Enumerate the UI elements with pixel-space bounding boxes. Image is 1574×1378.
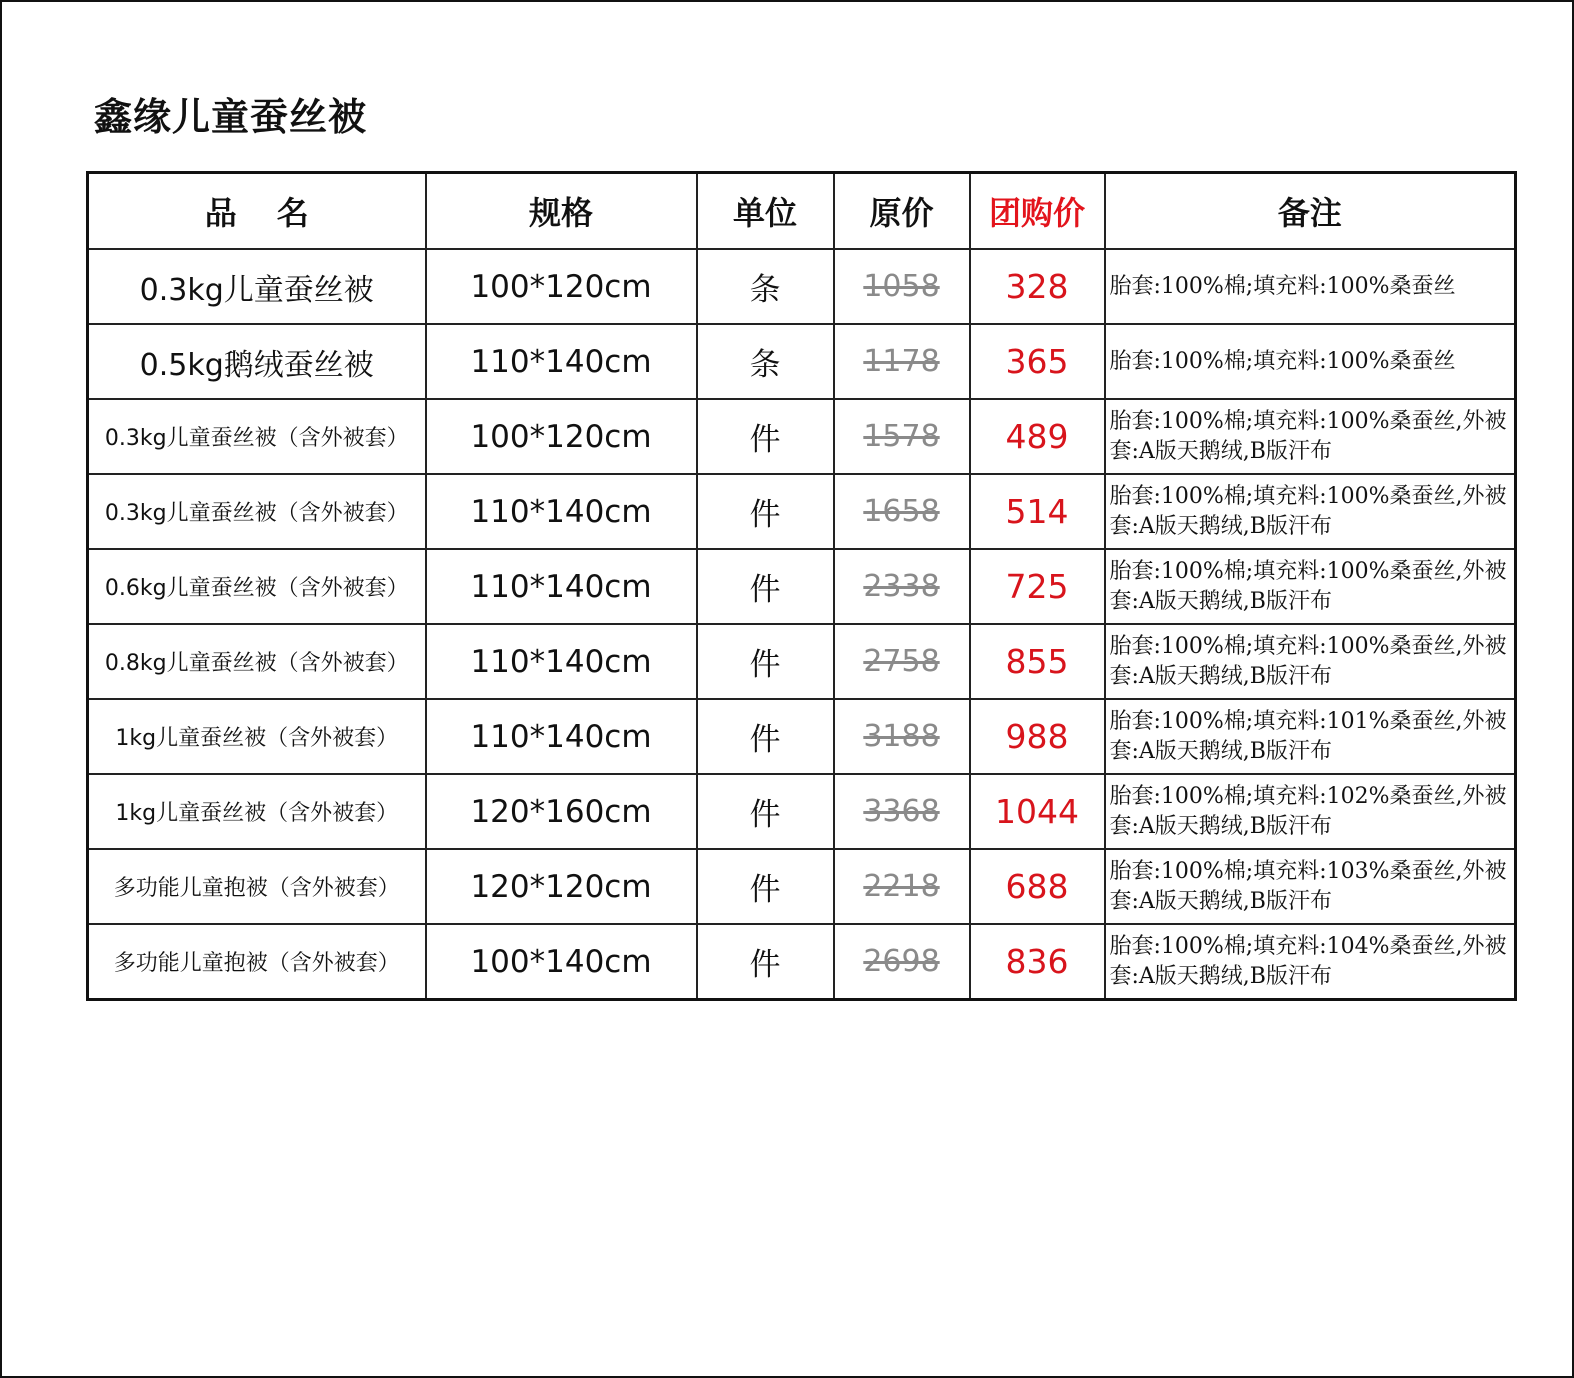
header-original-price: 原价 [834, 173, 970, 250]
unit-cell: 件 [697, 399, 834, 474]
spec-cell: 110*140cm [426, 624, 697, 699]
unit-cell: 件 [697, 549, 834, 624]
note-cell: 胎套:100%棉;填充料:100%桑蚕丝 [1105, 324, 1516, 399]
table-row [88, 474, 1516, 549]
unit-cell: 条 [697, 249, 834, 324]
header-spec: 规格 [426, 173, 697, 250]
unit-cell: 件 [697, 849, 834, 924]
page-title: 鑫缘儿童蚕丝被 [94, 95, 368, 139]
product-name-cell: 1kg儿童蚕丝被（含外被套） [88, 774, 426, 849]
group-price-cell: 988 [970, 699, 1105, 774]
note-cell: 胎套:100%棉;填充料:100%桑蚕丝,外被套:A版天鹅绒,B版汗布 [1105, 624, 1516, 699]
product-name-cell: 0.3kg儿童蚕丝被（含外被套） [88, 399, 426, 474]
note-cell: 胎套:100%棉;填充料:102%桑蚕丝,外被套:A版天鹅绒,B版汗布 [1105, 774, 1516, 849]
group-price-cell: 328 [970, 249, 1105, 324]
note-cell: 胎套:100%棉;填充料:100%桑蚕丝,外被套:A版天鹅绒,B版汗布 [1105, 399, 1516, 474]
note-cell: 胎套:100%棉;填充料:100%桑蚕丝,外被套:A版天鹅绒,B版汗布 [1105, 549, 1516, 624]
table-row [88, 624, 1516, 699]
note-cell: 胎套:100%棉;填充料:101%桑蚕丝,外被套:A版天鹅绒,B版汗布 [1105, 699, 1516, 774]
unit-cell: 件 [697, 924, 834, 1000]
table-row [88, 399, 1516, 474]
spec-cell: 120*120cm [426, 849, 697, 924]
product-name-cell: 0.8kg儿童蚕丝被（含外被套） [88, 624, 426, 699]
original-price-cell: 1578 [834, 399, 970, 474]
note-cell: 胎套:100%棉;填充料:100%桑蚕丝,外被套:A版天鹅绒,B版汗布 [1105, 474, 1516, 549]
original-price-cell: 1658 [834, 474, 970, 549]
unit-cell: 件 [697, 699, 834, 774]
original-price-cell: 2758 [834, 624, 970, 699]
table-row [88, 324, 1516, 399]
product-name-cell: 多功能儿童抱被（含外被套） [88, 924, 426, 1000]
table-header-row [88, 173, 1516, 250]
spec-cell: 110*140cm [426, 549, 697, 624]
product-name-cell: 0.6kg儿童蚕丝被（含外被套） [88, 549, 426, 624]
group-price-cell: 489 [970, 399, 1105, 474]
unit-cell: 件 [697, 624, 834, 699]
product-name-cell: 0.3kg儿童蚕丝被 [88, 249, 426, 324]
original-price-cell: 1178 [834, 324, 970, 399]
table-row [88, 549, 1516, 624]
group-price-cell: 688 [970, 849, 1105, 924]
original-price-cell: 2338 [834, 549, 970, 624]
table-row [88, 849, 1516, 924]
group-price-cell: 1044 [970, 774, 1105, 849]
header-unit: 单位 [697, 173, 834, 250]
spec-cell: 100*140cm [426, 924, 697, 1000]
group-price-cell: 855 [970, 624, 1105, 699]
note-cell: 胎套:100%棉;填充料:100%桑蚕丝 [1105, 249, 1516, 324]
original-price-cell: 2218 [834, 849, 970, 924]
product-name-cell: 0.5kg鹅绒蚕丝被 [88, 324, 426, 399]
spec-cell: 100*120cm [426, 399, 697, 474]
product-name-cell: 多功能儿童抱被（含外被套） [88, 849, 426, 924]
header-name: 品名 [88, 173, 426, 250]
note-cell: 胎套:100%棉;填充料:103%桑蚕丝,外被套:A版天鹅绒,B版汗布 [1105, 849, 1516, 924]
original-price-cell: 1058 [834, 249, 970, 324]
product-name-cell: 1kg儿童蚕丝被（含外被套） [88, 699, 426, 774]
group-price-cell: 836 [970, 924, 1105, 1000]
original-price-cell: 2698 [834, 924, 970, 1000]
group-price-cell: 514 [970, 474, 1105, 549]
price-table [86, 171, 1517, 1001]
unit-cell: 件 [697, 474, 834, 549]
table-row [88, 249, 1516, 324]
table-row [88, 699, 1516, 774]
original-price-cell: 3188 [834, 699, 970, 774]
header-note: 备注 [1105, 173, 1516, 250]
original-price-cell: 3368 [834, 774, 970, 849]
spec-cell: 100*120cm [426, 249, 697, 324]
header-group-price: 团购价 [970, 173, 1105, 250]
spec-cell: 110*140cm [426, 699, 697, 774]
spec-cell: 110*140cm [426, 474, 697, 549]
group-price-cell: 365 [970, 324, 1105, 399]
spec-cell: 120*160cm [426, 774, 697, 849]
unit-cell: 件 [697, 774, 834, 849]
note-cell: 胎套:100%棉;填充料:104%桑蚕丝,外被套:A版天鹅绒,B版汗布 [1105, 924, 1516, 1000]
unit-cell: 条 [697, 324, 834, 399]
table-row [88, 774, 1516, 849]
spec-cell: 110*140cm [426, 324, 697, 399]
group-price-cell: 725 [970, 549, 1105, 624]
product-name-cell: 0.3kg儿童蚕丝被（含外被套） [88, 474, 426, 549]
table-row [88, 924, 1516, 1000]
